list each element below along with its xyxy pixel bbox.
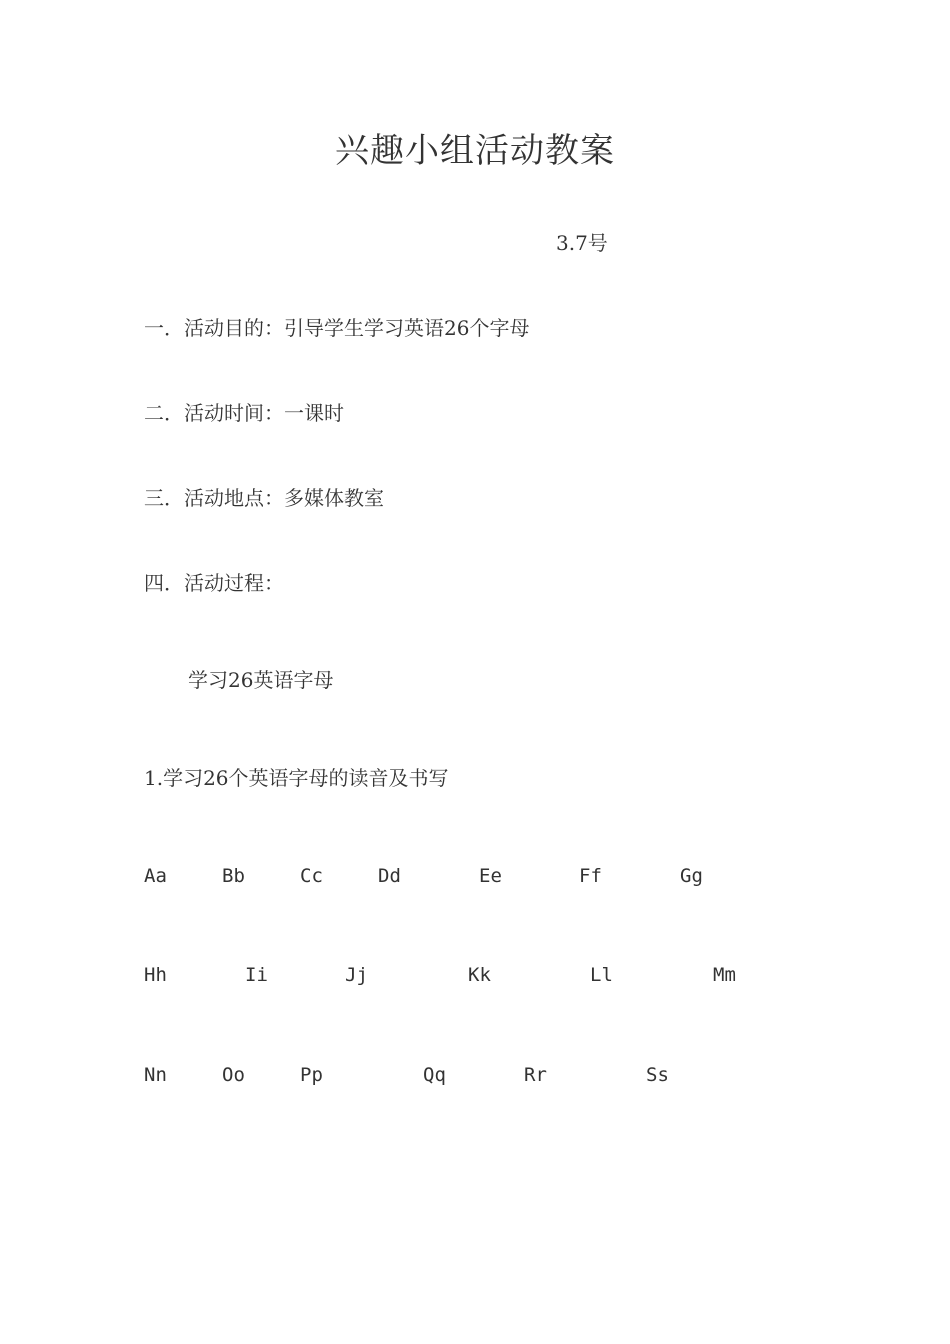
document-title: 兴趣小组活动教案 <box>335 131 615 171</box>
letter-pair: Dd <box>378 865 401 887</box>
letter-pair: Pp <box>300 1064 323 1086</box>
letter-pair: Ll <box>590 964 613 986</box>
letter-pair: Ee <box>479 865 502 887</box>
letter-pair: Bb <box>222 865 245 887</box>
section-process: 四．活动过程： <box>144 571 284 595</box>
letter-pair: Jj <box>345 964 368 986</box>
section-time: 二．活动时间：一课时 <box>144 401 344 425</box>
letter-pair: Ii <box>245 964 268 986</box>
letter-pair: Rr <box>524 1064 547 1086</box>
letter-pair: Ss <box>646 1064 669 1086</box>
section-purpose: 一．活动目的：引导学生学习英语26个字母 <box>144 316 530 340</box>
letter-pair: Ff <box>579 865 602 887</box>
letter-pair: Qq <box>423 1064 446 1086</box>
document-date: 3.7号 <box>556 231 608 255</box>
letter-pair: Kk <box>468 964 491 986</box>
section-location: 三．活动地点：多媒体教室 <box>144 486 384 510</box>
letter-pair: Oo <box>222 1064 245 1086</box>
letter-pair: Mm <box>713 964 736 986</box>
letter-pair: Gg <box>680 865 703 887</box>
process-subheading: 学习26英语字母 <box>188 668 334 692</box>
step-1-heading: 1.学习26个英语字母的读音及书写 <box>144 766 449 790</box>
letter-pair: Aa <box>144 865 167 887</box>
letter-pair: Cc <box>300 865 323 887</box>
letter-pair: Nn <box>144 1064 167 1086</box>
letter-pair: Hh <box>144 964 167 986</box>
